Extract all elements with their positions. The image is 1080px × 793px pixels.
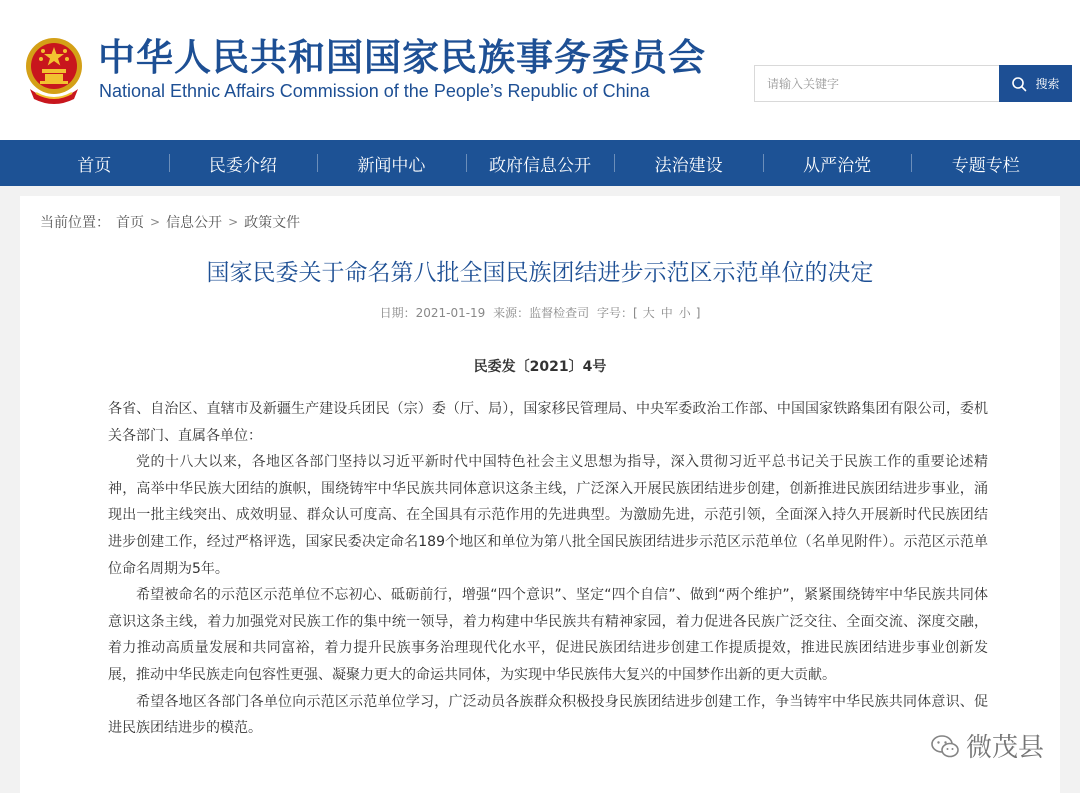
search-input[interactable] [755,66,999,101]
breadcrumb [40,212,300,232]
article-body [108,396,988,742]
watermark-text: 微茂县 [966,733,1045,763]
breadcrumb-prefix: 当前位置： [40,215,110,231]
watermark [930,727,1044,764]
breadcrumb-separator: > [228,215,239,229]
font-size-label: 字号：[ [597,306,638,320]
main-nav [0,140,1080,186]
nav-item-party-discipline[interactable]: 从严治党 [763,140,912,186]
wechat-icon [930,733,960,759]
font-size-large-button[interactable]: 大 [642,306,655,320]
document-number: 民委发〔2021〕4号 [473,359,607,375]
article-paragraph-addressee: 各省、自治区、直辖市及新疆生产建设兵团民（宗）委（厅、局），国家移民管理局、中央军委政治工作部、中国国家铁路集团有限公司，委机关各部门、直属各单位： [108,401,988,444]
article-paragraph: 希望被命名的示范区示范单位不忘初心、砥砺前行，增强“四个意识”、坚定“四个自信”、做到“两个维护”，紧紧围绕铸牢中华民族共同体意识这条主线，着力加强党对民族工作的集中统一领导，着力构建中华民族共有精神家园，着力促进各民族广泛交往、全面交流、深度交融，着力推动高质量发展和共同富裕，着力提升民族事务治理现代化水平，促进民族团结进步创建工作提质提效，推进民族团结进步事业创新发展，推动中华民族走向包容性更强、凝聚力更大的命运共同体，为实现中华民族伟大复兴的中国梦作出新的更大贡献。 [108,587,988,683]
article-meta [20,304,1060,321]
site-title-cn: 中华人民共和国国家民族事务委员会 [98,36,706,79]
search-button[interactable] [999,65,1072,102]
font-size-close: ] [695,306,701,320]
font-size-small-button[interactable]: 小 [678,306,691,320]
nav-item-rule-of-law[interactable]: 法治建设 [614,140,763,186]
article-container [20,196,1060,793]
publish-date: 日期：2021-01-19 [379,306,486,320]
breadcrumb-info-link[interactable]: 信息公开 [166,215,223,231]
site-header [0,0,1080,140]
nav-item-news[interactable]: 新闻中心 [317,140,466,186]
search-icon [1011,76,1027,92]
search-box [754,65,999,102]
site-title-en: National Ethnic Affairs Commission of the People’s Republic of China [99,81,650,101]
nav-item-gov-info[interactable]: 政府信息公开 [466,140,615,186]
article-paragraph: 希望各地区各部门各单位向示范区示范单位学习，广泛动员各族群众积极投身民族团结进步创建工作，争当铸牢中华民族共同体意识、促进民族团结进步的模范。 [108,693,988,737]
breadcrumb-policy-link[interactable]: 政策文件 [244,215,301,231]
nav-item-about[interactable]: 民委介绍 [169,140,318,186]
article-paragraph: 党的十八大以来，各地区各部门坚持以习近平新时代中国特色社会主义思想为指导，深入贯彻习近平总书记关于民族工作的重要论述精神，高举中华民族大团结的旗帜，围绕铸牢中华民族共同体意识这条主线，广泛深入开展民族团结进步创建，创新推进民族团结进步事业，涌现出一批主线突出、成效明显、群众认可度高、在全国具有示范作用的先进典型。为激励先进，示范引领，全面深入持久开展新时代民族团结进步创建工作，经过严格评选，国家民委决定命名189个地区和单位为第八批全国民族团结进步示范区示范单位（名单见附件）。示范区示范单位命名周期为5年。 [108,454,988,577]
breadcrumb-home-link[interactable]: 首页 [116,215,144,231]
article-source: 来源：监督检查司 [493,306,590,320]
article-title: 国家民委关于命名第八批全国民族团结进步示范区示范单位的决定 [206,260,874,286]
search-button-label: 搜索 [1035,77,1060,91]
national-emblem-icon[interactable] [24,33,84,105]
nav-item-home[interactable]: 首页 [77,155,112,176]
nav-item-special-topics[interactable]: 专题专栏 [911,140,1060,186]
font-size-medium-button[interactable]: 中 [660,306,673,320]
breadcrumb-separator: > [150,215,161,229]
